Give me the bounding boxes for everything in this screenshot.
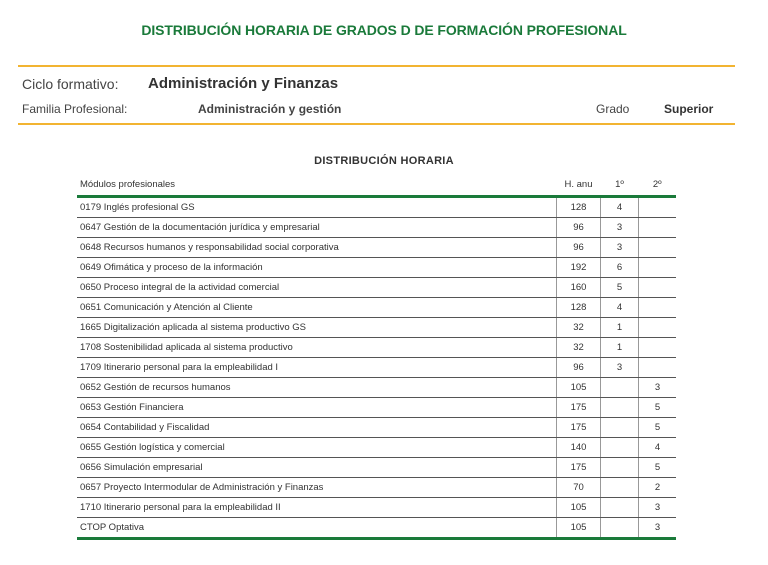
year2-cell	[639, 218, 677, 238]
grado-value: Superior	[664, 102, 714, 116]
header-top-rule	[18, 65, 735, 67]
year2-cell	[639, 298, 677, 318]
table-row	[77, 318, 676, 338]
hours-cell: 96	[557, 238, 601, 258]
year2-cell: 5	[639, 398, 677, 418]
year2-cell: 4	[639, 438, 677, 458]
module-cell: 0647 Gestión de la documentación jurídica y empresarial	[77, 218, 557, 238]
year1-cell	[601, 478, 639, 498]
table-row	[77, 238, 676, 258]
column-header-hours: H. anu	[557, 173, 601, 197]
year1-cell	[601, 518, 639, 539]
year2-cell: 3	[639, 518, 677, 539]
year2-cell	[639, 197, 677, 218]
year2-cell: 2	[639, 478, 677, 498]
module-cell: 1665 Digitalización aplicada al sistema productivo GS	[77, 318, 557, 338]
column-header-year2: 2º	[639, 173, 677, 197]
module-cell: 0657 Proyecto Intermodular de Administración y Finanzas	[77, 478, 557, 498]
hours-cell: 105	[557, 518, 601, 539]
table-row	[77, 197, 676, 218]
module-cell: 0179 Inglés profesional GS	[77, 197, 557, 218]
year1-cell: 1	[601, 318, 639, 338]
hours-cell: 96	[557, 358, 601, 378]
year2-cell	[639, 338, 677, 358]
document-title: DISTRIBUCIÓN HORARIA DE GRADOS D DE FORMACIÓN PROFESIONAL	[141, 22, 627, 38]
table-row	[77, 258, 676, 278]
year2-cell: 5	[639, 458, 677, 478]
module-cell: 0648 Recursos humanos y responsabilidad social corporativa	[77, 238, 557, 258]
hours-cell: 105	[557, 498, 601, 518]
year1-cell: 3	[601, 358, 639, 378]
table-row	[77, 498, 676, 518]
module-cell: CTOP Optativa	[77, 518, 557, 539]
module-cell: 0653 Gestión Financiera	[77, 398, 557, 418]
module-cell: 0654 Contabilidad y Fiscalidad	[77, 418, 557, 438]
ciclo-value: Administración y Finanzas	[148, 75, 339, 92]
year1-cell	[601, 458, 639, 478]
table-row	[77, 338, 676, 358]
year1-cell	[601, 418, 639, 438]
table-row	[77, 418, 676, 438]
schedule-table	[77, 173, 676, 540]
year1-cell	[601, 498, 639, 518]
hours-cell: 96	[557, 218, 601, 238]
hours-cell: 175	[557, 458, 601, 478]
year1-cell	[601, 438, 639, 458]
year1-cell: 3	[601, 238, 639, 258]
year2-cell	[639, 278, 677, 298]
hours-cell: 175	[557, 398, 601, 418]
grado-label: Grado	[596, 102, 630, 116]
table-row	[77, 438, 676, 458]
hours-cell: 192	[557, 258, 601, 278]
table-row	[77, 458, 676, 478]
module-cell: 0651 Comunicación y Atención al Cliente	[77, 298, 557, 318]
year1-cell: 4	[601, 298, 639, 318]
year1-cell: 1	[601, 338, 639, 358]
table-row	[77, 278, 676, 298]
hours-cell: 32	[557, 318, 601, 338]
year1-cell: 4	[601, 197, 639, 218]
year2-cell	[639, 238, 677, 258]
column-header-year1: 1º	[601, 173, 639, 197]
hours-cell: 140	[557, 438, 601, 458]
hours-cell: 70	[557, 478, 601, 498]
table-row	[77, 398, 676, 418]
familia-value: Administración y gestión	[198, 102, 342, 116]
year2-cell: 3	[639, 378, 677, 398]
table-row	[77, 478, 676, 498]
module-cell: 0656 Simulación empresarial	[77, 458, 557, 478]
year2-cell	[639, 358, 677, 378]
year2-cell: 5	[639, 418, 677, 438]
hours-cell: 175	[557, 418, 601, 438]
module-cell: 0650 Proceso integral de la actividad comercial	[77, 278, 557, 298]
header-bottom-rule	[18, 123, 735, 125]
familia-label: Familia Profesional:	[22, 102, 128, 116]
module-cell: 1710 Itinerario personal para la empleabilidad II	[77, 498, 557, 518]
module-cell: 0652 Gestión de recursos humanos	[77, 378, 557, 398]
year1-cell	[601, 398, 639, 418]
module-cell: 0655 Gestión logística y comercial	[77, 438, 557, 458]
table-row	[77, 378, 676, 398]
hours-cell: 128	[557, 197, 601, 218]
module-cell: 1708 Sostenibilidad aplicada al sistema productivo	[77, 338, 557, 358]
table-header-row	[77, 173, 676, 197]
year1-cell	[601, 378, 639, 398]
ciclo-label: Ciclo formativo:	[22, 76, 119, 92]
year1-cell: 6	[601, 258, 639, 278]
hours-cell: 105	[557, 378, 601, 398]
table-row	[77, 218, 676, 238]
year1-cell: 5	[601, 278, 639, 298]
table-row	[77, 518, 676, 539]
section-title: DISTRIBUCIÓN HORARIA	[314, 155, 454, 167]
hours-cell: 128	[557, 298, 601, 318]
year2-cell	[639, 258, 677, 278]
module-cell: 1709 Itinerario personal para la empleabilidad I	[77, 358, 557, 378]
table-row	[77, 298, 676, 318]
year1-cell: 3	[601, 218, 639, 238]
year2-cell	[639, 318, 677, 338]
hours-cell: 32	[557, 338, 601, 358]
table-row	[77, 358, 676, 378]
year2-cell: 3	[639, 498, 677, 518]
column-header-module: Módulos profesionales	[77, 173, 557, 197]
module-cell: 0649 Ofimática y proceso de la información	[77, 258, 557, 278]
hours-cell: 160	[557, 278, 601, 298]
